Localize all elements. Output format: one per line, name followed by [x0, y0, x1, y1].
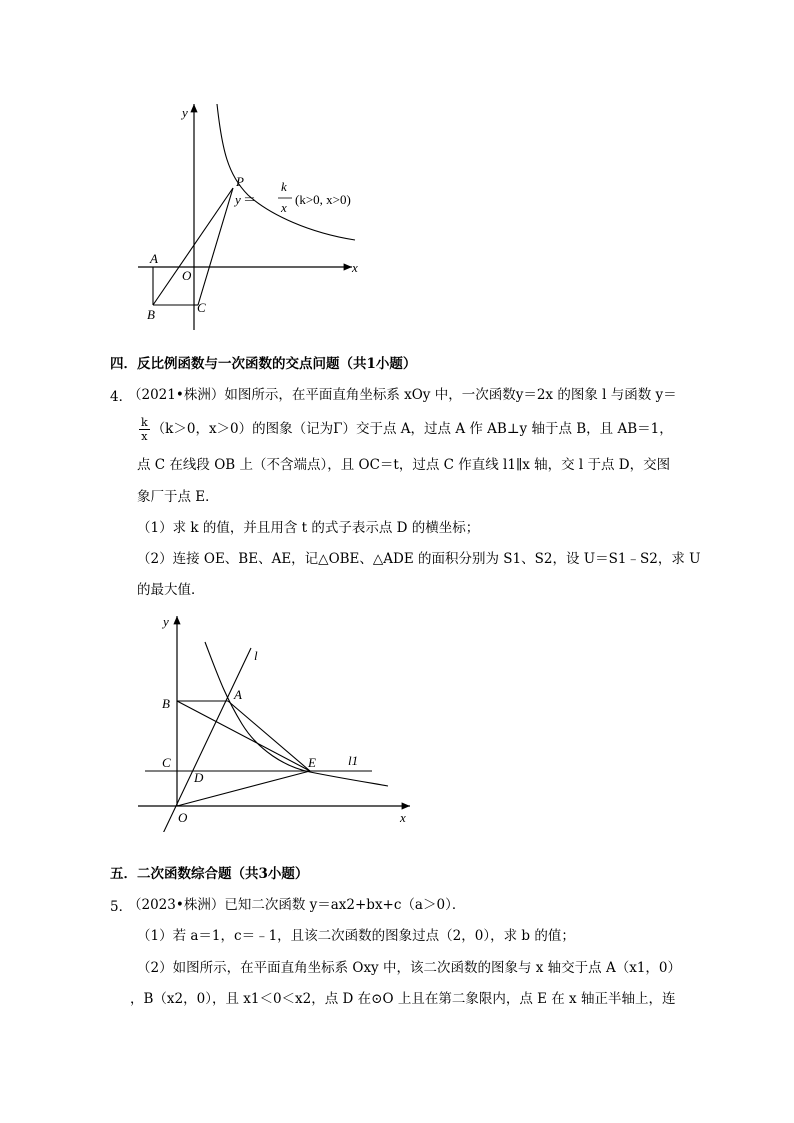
label-O: O — [182, 268, 192, 283]
label-C: C — [197, 300, 206, 315]
question-4-line-3: 点 C 在线段 OB 上（不含端点），且 OC＝t，过点 C 作直线 l1∥x 轴，交 l 于点 D，交图 — [137, 457, 671, 473]
label-B: B — [147, 307, 155, 322]
question-4-part-2a: （2）连接 OE、BE、AE，记△OBE、△ADE 的面积分别为 S1、S2，设 U＝S1﹣S2，求 U — [137, 551, 701, 567]
figure-1-inverse-function — [130, 100, 390, 330]
label-C: C — [162, 755, 171, 770]
label-l1: l1 — [348, 753, 359, 768]
fraction-k-over-x: $\frac{k}{x}$ — [141, 416, 148, 443]
label-x: x — [400, 810, 406, 825]
label-A: A — [150, 251, 158, 266]
label-x: x — [352, 260, 358, 275]
label-A: A — [234, 687, 242, 702]
question-4-part-2b: 的最大值． — [137, 582, 205, 598]
question-5-part-1: （1）若 a＝1，c＝﹣1，且该二次函数的图象过点（2，0），求 b 的值； — [137, 928, 575, 944]
label-D: D — [194, 770, 204, 785]
label-O: O — [178, 810, 188, 825]
formula-eq: ＝ — [243, 192, 257, 207]
formula-den: x — [281, 200, 287, 215]
label-y: y — [182, 105, 188, 120]
question-4-part-1: （1）求 k 的值，并且用含 t 的式子表示点 D 的横坐标； — [137, 520, 480, 536]
formula-cond: (k>0, x>0) — [295, 192, 351, 207]
formula-k: k — [281, 179, 287, 194]
question-4-line-4: 象厂于点 E． — [137, 489, 219, 505]
question-4-line-2-wrap — [137, 412, 673, 446]
question-4-line-1: （2021•株洲）如图所示，在平面直角坐标系 xOy 中，一次函数y＝2x 的图象 l 与函数 y＝ — [128, 387, 677, 403]
figure-2-coordinate-graph — [130, 612, 420, 832]
hyperbola-curve — [217, 104, 355, 240]
question-5-part-2a: （2）如图所示，在平面直角坐标系 Oxy 中，该二次函数的图象与 x 轴交于点 A（x1，0） — [137, 960, 682, 976]
label-l: l — [254, 648, 258, 663]
question-5-line-1: （2023•株洲）已知二次函数 y＝ax2+bx+c（a＞0）． — [128, 897, 466, 913]
question-4-line-2: （k＞0，x＞0）的图象（记为Γ）交于点 A，过点 A 作 AB⊥y 轴于点 B，且 AB＝1， — [151, 421, 673, 437]
question-5-part-2b: ，B（x2，0），且 x1＜0＜x2，点 D 在⊙O 上且在第二象限内，点 E 在 x 轴正半轴上，连 — [130, 991, 676, 1007]
question-4-number: 4． — [110, 389, 133, 405]
line-l — [158, 648, 251, 832]
label-P: P — [236, 174, 244, 189]
formula-y: y — [235, 192, 241, 207]
label-B: B — [162, 696, 170, 711]
section-5-heading: 五．二次函数综合题（共3小题） — [110, 866, 309, 882]
label-y: y — [163, 614, 169, 629]
label-E: E — [308, 755, 316, 770]
question-5-number: 5． — [110, 899, 133, 915]
section-4-heading: 四．反比例函数与一次函数的交点问题（共1小题） — [110, 356, 417, 372]
